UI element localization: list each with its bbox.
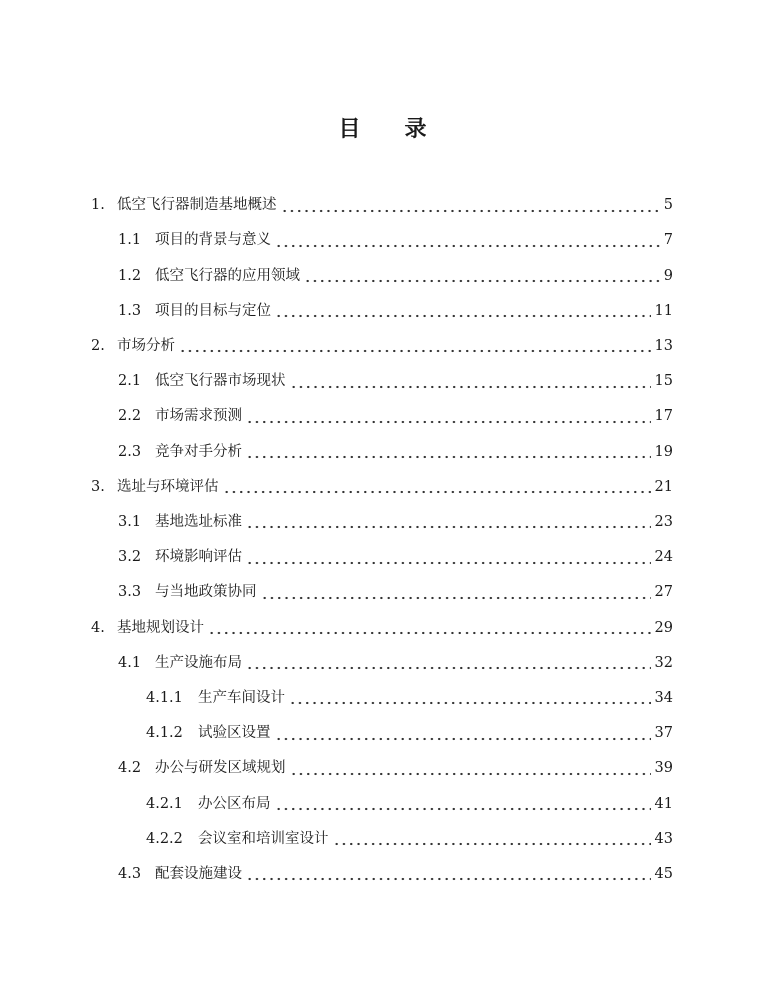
toc-dot-leader (281, 199, 660, 213)
toc-entry-page: 5 (663, 197, 673, 214)
toc-dot-leader (290, 762, 651, 776)
toc-dot-leader (223, 480, 651, 494)
toc-entry-title: 会议室和培训室设计 (198, 830, 329, 847)
toc-entry-number: 4.2.1 (146, 795, 183, 812)
toc-entry[interactable] (118, 575, 673, 610)
toc-entry-page: 39 (654, 760, 673, 777)
toc-dot-leader (179, 339, 651, 353)
toc-entry-number: 4.1.1 (146, 690, 183, 707)
toc-entry-title: 低空飞行器制造基地概述 (117, 197, 277, 214)
toc-dot-leader (275, 234, 660, 248)
toc-entry[interactable] (91, 470, 673, 505)
toc-entry[interactable] (91, 329, 673, 364)
toc-entry-title: 环境影响评估 (155, 549, 242, 566)
toc-entry-number: 4.1.2 (146, 725, 183, 742)
toc-entry-page: 24 (654, 549, 673, 566)
toc-dot-leader (275, 304, 651, 318)
toc-entry-page: 11 (654, 302, 673, 319)
toc-entry-number: 3. (91, 478, 105, 495)
toc-entry-title: 项目的背景与意义 (155, 232, 271, 249)
toc-entry[interactable] (118, 399, 673, 434)
toc-entry[interactable] (146, 822, 673, 857)
toc-dot-leader (246, 551, 651, 565)
toc-title (0, 112, 765, 143)
toc-dot-leader (246, 656, 651, 670)
toc-entry[interactable] (118, 857, 673, 892)
toc-entry-number: 4.3 (118, 866, 142, 883)
toc-entry-title: 基地选址标准 (155, 514, 242, 531)
toc-dot-leader (208, 621, 651, 635)
toc-entry-title: 竞争对手分析 (155, 443, 242, 460)
toc-entry-number: 4.2.2 (146, 830, 183, 847)
toc-entry-title: 生产车间设计 (198, 690, 285, 707)
toc-entry-title: 低空飞行器市场现状 (155, 373, 286, 390)
toc-entry[interactable] (118, 646, 673, 681)
toc-entry-number: 2.1 (118, 373, 142, 390)
toc-entry-page: 32 (654, 654, 673, 671)
toc-entry-number: 1. (91, 197, 105, 214)
toc-entry[interactable] (91, 610, 673, 645)
toc-entry-title: 基地规划设计 (117, 619, 204, 636)
toc-dot-leader (289, 691, 651, 705)
toc-entry-page: 7 (663, 232, 673, 249)
toc-title-right: 录 (404, 117, 427, 142)
toc-dot-leader (304, 269, 660, 283)
toc-entry-number: 2. (91, 338, 105, 355)
toc-entry[interactable] (146, 716, 673, 751)
toc-entry-page: 41 (654, 795, 673, 812)
toc-entry-page: 19 (654, 443, 673, 460)
toc-entry-number: 1.2 (118, 267, 142, 284)
toc-entry[interactable] (118, 505, 673, 540)
toc-entry-page: 21 (654, 478, 673, 495)
toc-dot-leader (246, 867, 651, 881)
toc-entry-page: 9 (663, 267, 673, 284)
toc-entry[interactable] (118, 751, 673, 786)
toc-dot-leader (275, 797, 651, 811)
toc-entry-number: 3.2 (118, 549, 142, 566)
toc-dot-leader (246, 515, 651, 529)
toc-entry-number: 3.1 (118, 514, 142, 531)
toc-entry-title: 市场分析 (117, 338, 175, 355)
toc-entry-number: 1.3 (118, 302, 142, 319)
toc-dot-leader (275, 727, 651, 741)
toc-dot-leader (246, 410, 651, 424)
toc-entry-page: 17 (654, 408, 673, 425)
toc-entry-title: 市场需求预测 (155, 408, 242, 425)
toc-entry-number: 3.3 (118, 584, 142, 601)
toc-entry-page: 43 (654, 830, 673, 847)
toc-entry-page: 34 (654, 690, 673, 707)
toc-entry[interactable] (118, 258, 673, 293)
toc-entry-title: 与当地政策协同 (155, 584, 257, 601)
toc-entry-title: 试验区设置 (198, 725, 271, 742)
toc-entry[interactable] (118, 364, 673, 399)
toc-entry[interactable] (118, 540, 673, 575)
toc-entry-title: 低空飞行器的应用领域 (155, 267, 300, 284)
toc-entry-number: 4. (91, 619, 105, 636)
toc-entry-title: 生产设施布局 (155, 654, 242, 671)
toc-entry-number: 2.3 (118, 443, 142, 460)
toc-entry-title: 配套设施建设 (155, 866, 242, 883)
toc-entry[interactable] (91, 188, 673, 223)
toc-entry[interactable] (118, 223, 673, 258)
toc-title-left: 目 (338, 117, 361, 142)
toc-entry-page: 29 (654, 619, 673, 636)
toc-entry-title: 办公区布局 (198, 795, 271, 812)
toc-entry[interactable] (146, 681, 673, 716)
toc-dot-leader (333, 832, 651, 846)
toc-entry-page: 23 (654, 514, 673, 531)
toc-entry-page: 45 (654, 866, 673, 883)
toc-entry-page: 15 (654, 373, 673, 390)
toc-entry-title: 办公与研发区域规划 (155, 760, 286, 777)
toc-entry[interactable] (146, 786, 673, 821)
toc-entry-number: 4.1 (118, 654, 142, 671)
toc-dot-leader (246, 445, 651, 459)
toc-entry-title: 项目的目标与定位 (155, 302, 271, 319)
toc-entry-page: 13 (654, 338, 673, 355)
toc-entry-number: 2.2 (118, 408, 142, 425)
toc-entry-page: 37 (654, 725, 673, 742)
toc-entry[interactable] (118, 434, 673, 469)
toc-dot-leader (290, 375, 651, 389)
toc-entry-page: 27 (654, 584, 673, 601)
toc-entry-number: 4.2 (118, 760, 142, 777)
toc-entry-title: 选址与环境评估 (117, 478, 219, 495)
toc-dot-leader (261, 586, 651, 600)
toc-entry-number: 1.1 (118, 232, 142, 249)
toc-entry[interactable] (118, 294, 673, 329)
